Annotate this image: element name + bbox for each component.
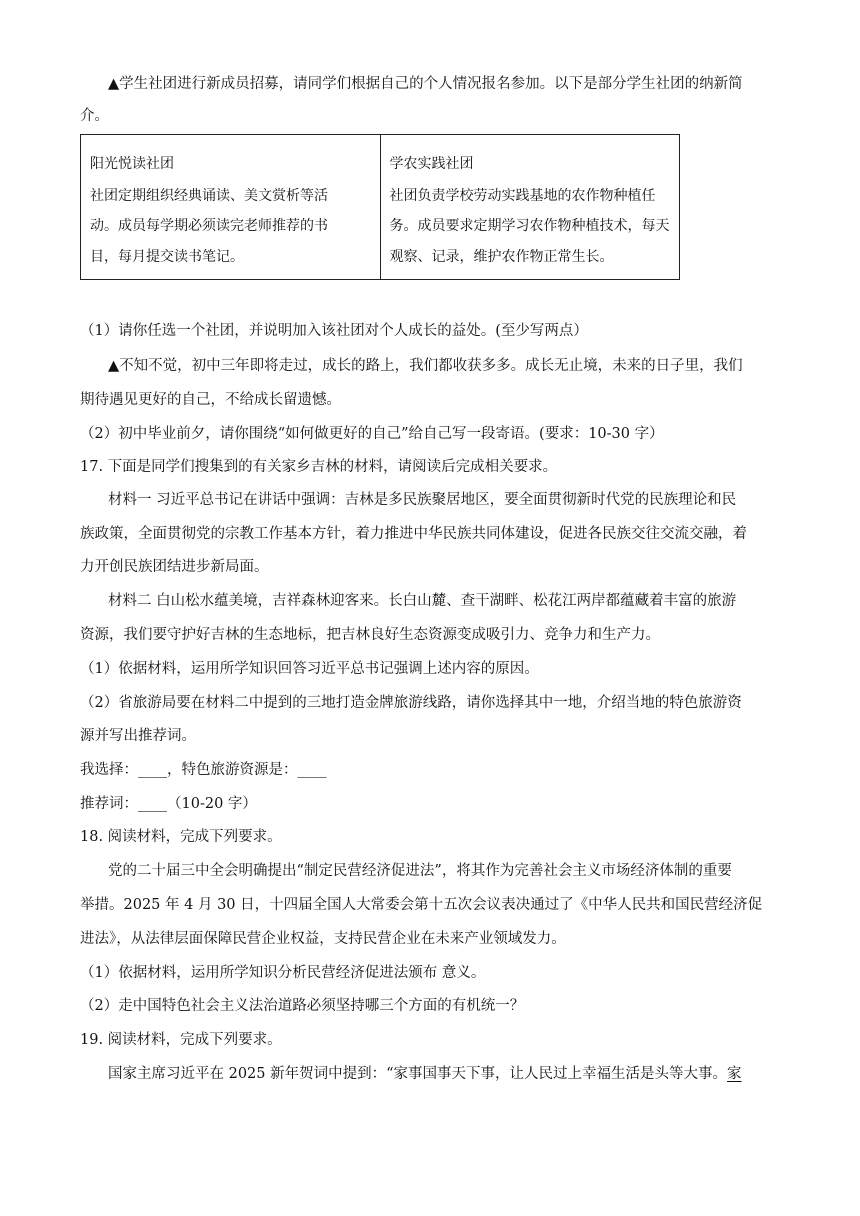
q17-material1-line-2: 族政策，全面贯彻党的宗教工作基本方针，着力推进中华民族共同体建设，促进各民族交往交流交融，着: [80, 526, 747, 542]
q17-material1-line-3: 力开创民族团结进步新局面。: [80, 559, 269, 575]
club-name: 学农实践社团: [389, 156, 474, 172]
club-desc-line: 动。成员每学期必须读完老师推荐的书: [90, 218, 328, 234]
q16-sub2: （2）初中毕业前夕，请你围绕“如何做更好的自己”给自己写一段寄语。(要求：10-30 字）: [80, 426, 664, 442]
q17-title: 17. 下面是同学们搜集到的有关家乡吉林的材料，请阅读后完成相关要求。: [80, 459, 558, 475]
q17-sub1: （1）依据材料，运用所学知识回答习近平总书记强调上述内容的原因。: [80, 661, 539, 677]
q19-passage-line-1: [108, 1064, 808, 1084]
club-desc-line: 目，每月提交读书笔记。: [90, 248, 244, 265]
q18-passage-line-2: 举措。2025 年 4 月 30 日，十四届全国人大常委会第十五次会议表决通过了《中华人民共和国民营经济促: [80, 897, 763, 913]
q17-material1-line-1: 材料一 习近平总书记在讲话中强调：吉林是多民族聚居地区，要全面贯彻新时代党的民族理论和民: [108, 492, 737, 508]
q17-choose-line: 我选择：____，特色旅游资源是：____: [80, 762, 327, 778]
q19-passage-underlined: 家: [727, 1066, 742, 1082]
club-desc-line: 社团负责学校劳动实践基地的农作物种植任: [389, 187, 656, 204]
intro-line-1: ▲学生社团进行新成员招募，请同学们根据自己的个人情况报名参加。以下是部分学生社团的纳新简: [108, 76, 743, 92]
q17-sub2-line-2: 源并写出推荐词。: [80, 728, 196, 744]
q18-passage-line-3: 进法》，从法律层面保障民营企业权益，支持民营企业在未来产业领域发力。: [80, 931, 566, 947]
q18-title: 18. 阅读材料，完成下列要求。: [80, 829, 282, 845]
q17-sub2-line-1: （2）省旅游局要在材料二中提到的三地打造金牌旅游线路，请你选择其中一地，介绍当地的特色旅游资: [80, 695, 742, 711]
q17-material2-line-1: 材料二 白山松水蕴美境，吉祥森林迎客来。长白山麓、查干湖畔、松花江两岸都蕴藏着丰富的旅游: [108, 593, 737, 609]
club-cell-farming: [380, 135, 680, 280]
club-desc-line: 观察、记录，维护农作物正常生长。: [389, 248, 614, 265]
club-name: 阳光悦读社团: [90, 156, 174, 172]
q16-passage-line-2: 期待遇见更好的自己，不给成长留遗憾。: [80, 392, 341, 408]
intro-line-2: 介。: [80, 108, 109, 124]
q16-passage-line-1: ▲不知不觉，初中三年即将走过，成长的路上，我们都收获多多。成长无止境，未来的日子里，我们: [108, 358, 743, 374]
q17-recommend-line: 推荐词：____（10-20 字）: [80, 796, 257, 812]
q16-sub1: （1）请你任选一个社团，并说明加入该社团对个人成长的益处。(至少写两点）: [80, 323, 588, 339]
q17-material2-line-2: 资源，我们要守护好吉林的生态地标，把吉林良好生态资源变成吸引力、竞争力和生产力。: [80, 627, 660, 643]
q18-sub1: （1）依据材料，运用所学知识分析民营经济促进法颁布 意义。: [80, 965, 486, 981]
q19-passage-text: 国家主席习近平在 2025 新年贺词中提到：“家事国事天下事，让人民过上幸福生活是头等大事。: [108, 1066, 728, 1082]
q19-title: 19. 阅读材料，完成下列要求。: [80, 1032, 282, 1048]
club-table: [80, 134, 680, 280]
club-desc-line: 务。成员要求定期学习农作物种植技术，每天: [389, 218, 670, 234]
club-desc-line: 社团定期组织经典诵读、美文赏析等活: [90, 187, 328, 204]
q18-passage-line-1: 党的二十届三中全会明确提出“制定民营经济促进法”，将其作为完善社会主义市场经济体制的重要: [108, 863, 732, 879]
club-cell-reading: [81, 135, 381, 280]
q18-sub2: （2）走中国特色社会主义法治道路必须坚持哪三个方面的有机统一？: [80, 998, 525, 1014]
